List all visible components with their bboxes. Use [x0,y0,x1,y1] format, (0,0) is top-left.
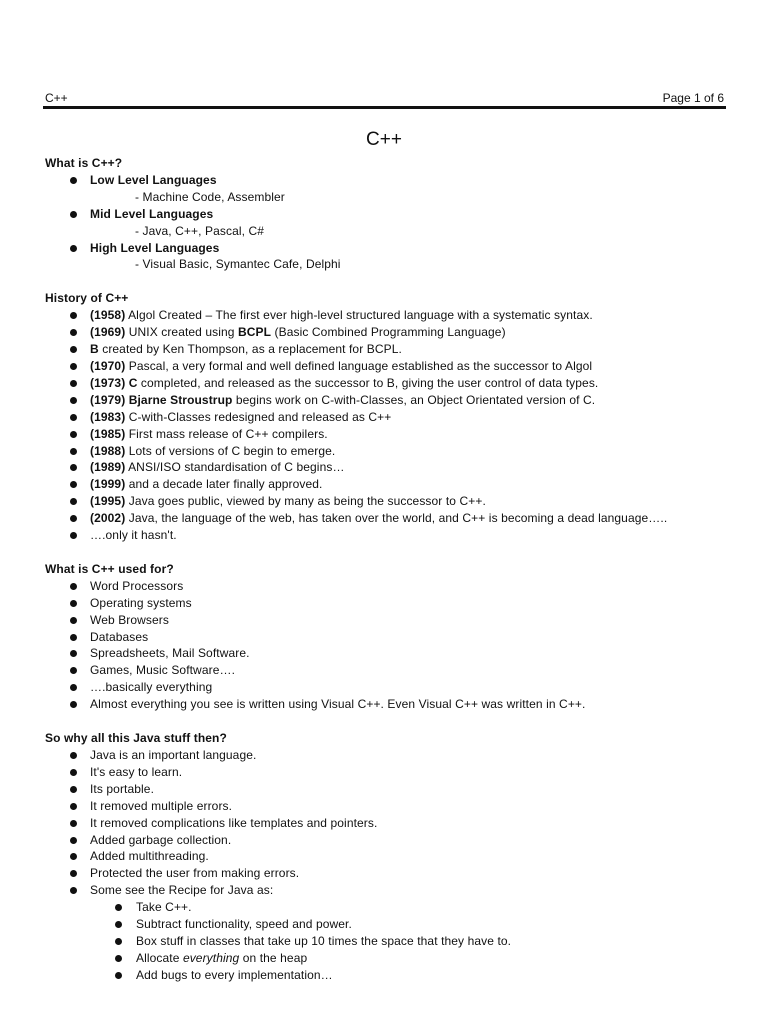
recipe-item: Add bugs to every implementation… [45,967,725,984]
list-item: Databases [45,629,725,646]
history-item: (1970) Pascal, a very formal and well defined language established as the successor to Algol [45,358,725,375]
list-item: Some see the Recipe for Java as: [45,882,725,899]
list-item: Mid Level Languages [45,206,725,223]
document-body [45,155,725,984]
list-item: Spreadsheets, Mail Software. [45,645,725,662]
recipe-item: Box stuff in classes that take up 10 times the space that they have to. [45,933,725,950]
history-item: (1958) Algol Created – The first ever high-level structured language with a systematic syntax. [45,307,725,324]
page-title: C++ [366,129,402,150]
list-item: Protected the user from making errors. [45,865,725,882]
list-item: Word Processors [45,578,725,595]
list-item: Almost everything you see is written using Visual C++. Even Visual C++ was written in C++. [45,696,725,713]
list-item: It's easy to learn. [45,764,725,781]
section-heading-history: History of C++ [45,291,129,306]
header-rule [43,106,726,109]
history-item: ….only it hasn't. [45,527,725,544]
recipe-item: Allocate everything on the heap [45,950,725,967]
history-item: (1985) First mass release of C++ compilers. [45,426,725,443]
history-item: (1988) Lots of versions of C begin to emerge. [45,443,725,460]
section-heading-what-is: What is C++? [45,156,123,170]
list-item: It removed multiple errors. [45,798,725,815]
list-item: It removed complications like templates and pointers. [45,815,725,832]
history-item: (1989) ANSI/ISO standardisation of C begins… [45,459,725,476]
list-subitem: - Java, C++, Pascal, C# [135,223,265,238]
list-item: Its portable. [45,781,725,798]
list-item: High Level Languages [45,240,725,257]
section-heading-used-for: What is C++ used for? [45,561,174,576]
list-subitem: - Machine Code, Assembler [135,189,285,204]
list-item: ….basically everything [45,679,725,696]
history-item: (1973) C completed, and released as the successor to B, giving the user control of data types. [45,375,725,392]
history-item: (1969) UNIX created using BCPL (Basic Combined Programming Language) [45,324,725,341]
page-number: Page 1 of 6 [662,91,724,105]
list-item: Java is an important language. [45,747,725,764]
list-item: Low Level Languages [45,172,725,189]
list-item: Games, Music Software…. [45,662,725,679]
list-item: Operating systems [45,595,725,612]
recipe-item: Take C++. [45,899,725,916]
list-item: Added garbage collection. [45,832,725,849]
history-item: (2002) Java, the language of the web, has taken over the world, and C++ is becoming a dead language….. [45,510,725,527]
section-heading-java: So why all this Java stuff then? [45,731,227,746]
list-item: Added multithreading. [45,848,725,865]
history-item: B created by Ken Thompson, as a replacement for BCPL. [45,341,725,358]
recipe-item: Subtract functionality, speed and power. [45,916,725,933]
list-subitem: - Visual Basic, Symantec Cafe, Delphi [135,257,341,272]
history-item: (1999) and a decade later finally approved. [45,476,725,493]
history-item: (1983) C-with-Classes redesigned and released as C++ [45,409,725,426]
list-item: Web Browsers [45,612,725,629]
history-item: (1995) Java goes public, viewed by many as being the successor to C++. [45,493,725,510]
history-item: (1979) Bjarne Stroustrup begins work on C-with-Classes, an Object Orientated version of C. [45,392,725,409]
header-left: C++ [45,91,68,105]
